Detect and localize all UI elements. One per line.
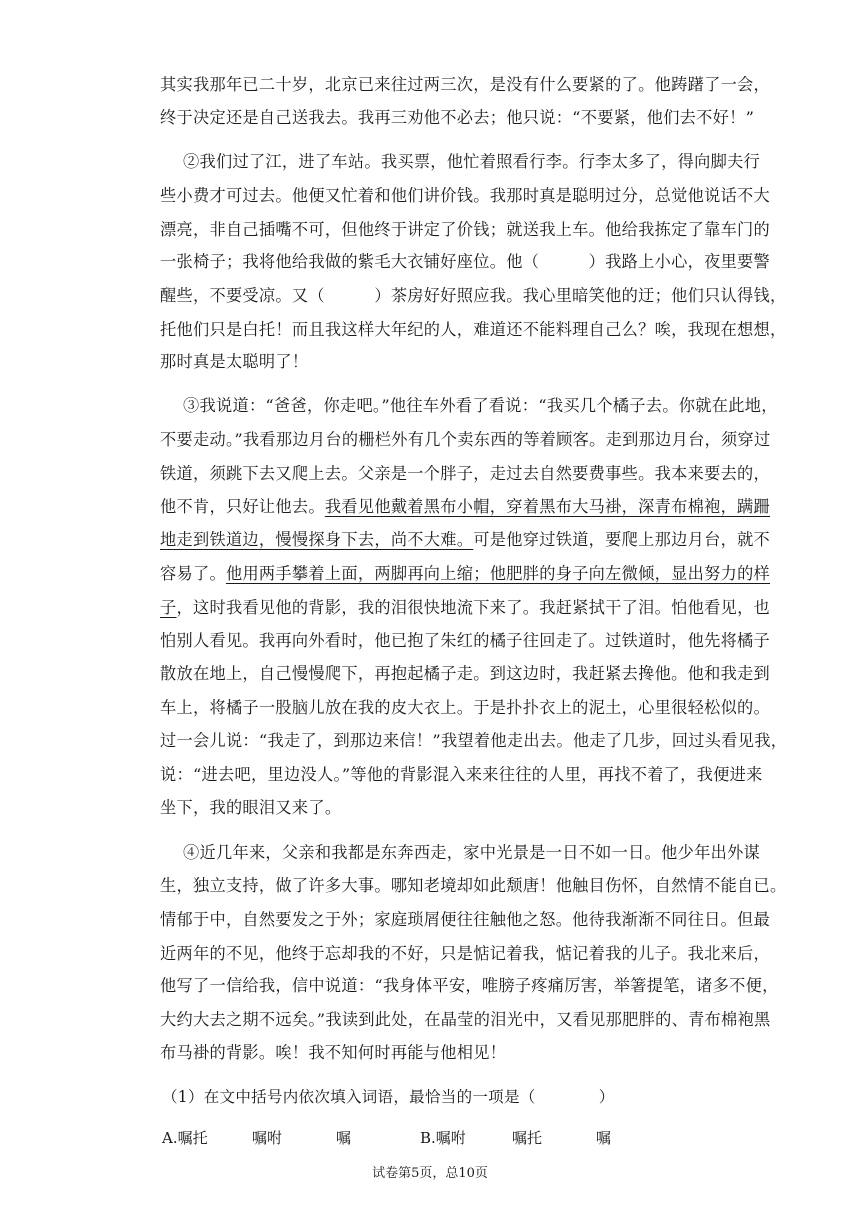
passage-line: 散放在地上，自己慢慢爬下，再抱起橘子走。到这边时，我赶紧去搀他。他和我走到: [160, 664, 771, 683]
passage-line: [160, 598, 770, 618]
option-a-word-2: 嘱咐: [252, 1129, 283, 1147]
passage-line: [160, 530, 770, 550]
passage-line: ③我说道：“爸爸，你走吧。”他往车外看了看说：“我买几个橘子去。你就在此地，: [183, 396, 778, 415]
option-a-word-1[interactable]: A.嘱托: [162, 1129, 208, 1147]
passage-line: 那时真是太聪明了！: [160, 352, 309, 371]
passage-line: 怕别人看见。我再向外看时，他已抱了朱红的橘子往回走了。过铁道时，他先将橘子: [160, 631, 771, 650]
passage-line: 他写了一信给我，信中说道：“我身体平安，唯膀子疼痛厉害，举箸提笔，诸多不便，: [160, 976, 779, 995]
passage-line: 一张椅子；我将他给我做的紫毛大衣铺好座位。他（ ）我路上小心，夜里要警: [160, 252, 771, 271]
passage-line: 布马褂的背影。唉！我不知何时再能与他相见！: [160, 1043, 507, 1062]
passage-line: 其实我那年已二十岁，北京已来往过两三次，是没有什么要紧的了。他踌躇了一会，: [160, 75, 771, 94]
underlined-sentence: 子: [160, 598, 177, 617]
passage-line: 漂亮，非自己插嘴不可，但他终于讲定了价钱；就送我上车。他给我拣定了靠车门的: [160, 220, 771, 239]
passage-line: 近两年的不见，他终于忘却我的不好，只是惦记着我，惦记着我的儿子。我北来后，: [160, 944, 771, 963]
passage-line: 车上，将橘子一股脑儿放在我的皮大衣上。于是扑扑衣上的泥土，心里很轻松似的。: [160, 698, 771, 717]
passage-text: 可是他穿过铁道，要爬上那边月台，就不: [473, 530, 771, 549]
passage-text: 容易了。: [160, 564, 226, 583]
passage-text: ，这时我看见他的背影，我的泪很快地流下来了。我赶紧拭干了泪。怕他看见，也: [176, 598, 771, 617]
passage-line: [160, 497, 770, 517]
option-a-word-3: 嘱: [336, 1129, 352, 1147]
passage-line: 铁道，须跳下去又爬上去。父亲是一个胖子，走过去自然要费事些。我本来要去的，: [160, 464, 771, 483]
option-b-word-3: 嘱: [596, 1129, 612, 1147]
passage-line: 醒些，不要受凉。又（ ）茶房好好照应我。我心里暗笑他的迂；他们只认得钱，: [160, 286, 787, 305]
option-b-word-2: 嘱托: [512, 1129, 543, 1147]
passage-line: 托他们只是白托！而且我这样大年纪的人，难道还不能料理自己么？唉，我现在想想，: [160, 320, 787, 339]
passage-line: 过一会儿说：“我走了，到那边来信！”我望着他走出去。他走了几步，回过头看见我，: [160, 731, 788, 750]
passage-line: [160, 564, 770, 584]
passage-line: 终于决定还是自己送我去。我再三劝他不必去；他只说：“不要紧，他们去不好！”: [160, 108, 755, 127]
passage-line: 坐下，我的眼泪又来了。: [160, 798, 342, 817]
passage-line: 大约大去之期不远矣。”我读到此处，在晶莹的泪光中，又看见那肥胖的、青布棉袍黑: [160, 1010, 771, 1029]
passage-line: 生，独立支持，做了许多大事。哪知老境却如此颓唐！他触目伤怀，自然情不能自已。: [160, 876, 787, 895]
passage-text: 他不肯，只好让他去。: [160, 497, 325, 516]
passage-line: 些小费才可过去。他便又忙着和他们讲价钱。我那时真是聪明过分，总觉他说话不大: [160, 186, 771, 205]
question-stem: （1）在文中括号内依次填入词语，最恰当的一项是（ ）: [162, 1088, 615, 1106]
passage-line: ④近几年来，父亲和我都是东奔西走，家中光景是一日不如一日。他少年出外谋: [183, 843, 761, 862]
passage-line: 情郁于中，自然要发之于外；家庭琐屑便往往触他之怒。他待我渐渐不同往日。但最: [160, 910, 771, 929]
underlined-sentence: 我看见他戴着黑布小帽，穿着黑布大马褂，深青布棉袍，蹒跚: [324, 497, 771, 516]
underlined-sentence: 他用两手攀着上面，两脚再向上缩；他肥胖的身子向左微倾，显出努力的样: [225, 564, 771, 583]
underlined-sentence: 地走到铁道边，慢慢探身下去，尚不大难。: [160, 530, 474, 549]
page-footer: 试卷第5页，总10页: [372, 1166, 488, 1181]
passage-line: 不要走动。”我看那边月台的栅栏外有几个卖东西的等着顾客。走到那边月台，须穿过: [160, 430, 771, 449]
passage-line: ②我们过了江，进了车站。我买票，他忙着照看行李。行李太多了，得向脚夫行: [183, 152, 761, 171]
passage-line: 说：“进去吧，里边没人。”等他的背影混入来来往往的人里，再找不着了，我便进来: [160, 765, 763, 784]
option-b-word-1[interactable]: B.嘱咐: [420, 1129, 466, 1147]
